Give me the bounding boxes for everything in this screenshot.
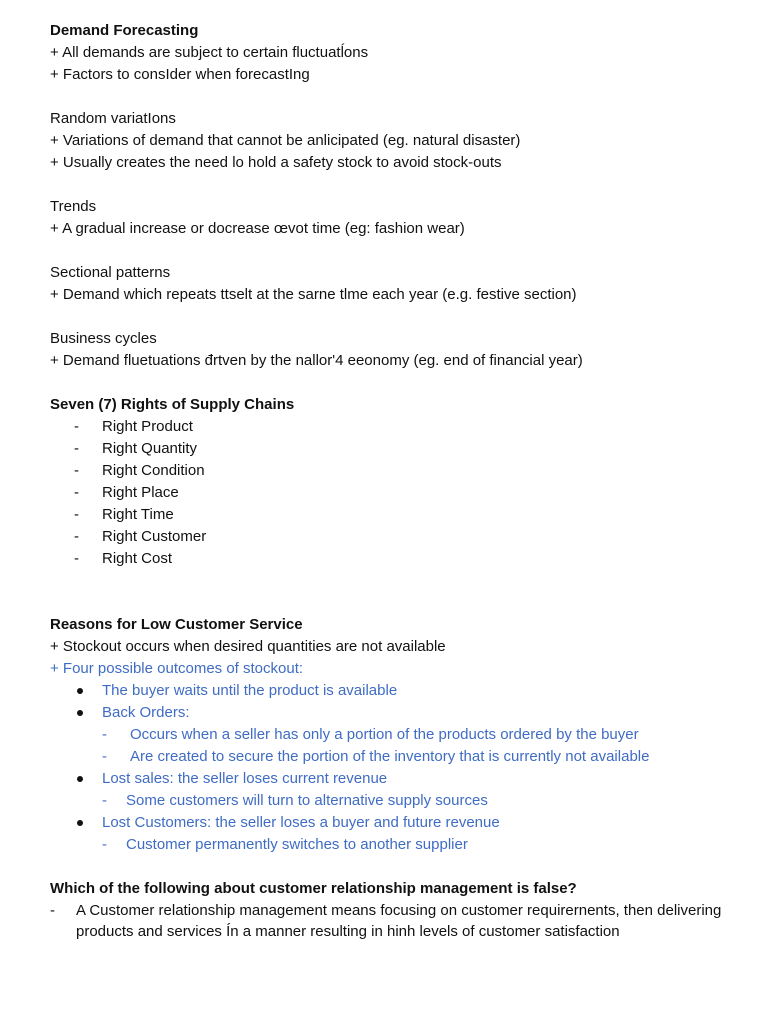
outcome-item: The buyer waits until the product is available [50, 680, 740, 702]
question-heading: Which of the following about customer relationship management is false? [50, 880, 577, 897]
business-line: + Demand fluetuations đrtven by the nallor'4 eeonomy (eg. end of financial year) [50, 352, 583, 369]
bullet-icon [77, 688, 83, 694]
reasons-heading: Reasons for Low Customer Service [50, 616, 303, 633]
rights-item: - Right Customer [50, 526, 740, 548]
sectional-line-1: + Demand which repeats ttselt at the sarne tlme each year (e.g. festive section) [50, 286, 577, 303]
dash-mark: - [102, 792, 107, 809]
dash-mark: - [102, 726, 107, 743]
outcome-item: Lost Customers: the seller loses a buyer and future revenue [50, 812, 740, 834]
dash-mark: - [74, 440, 79, 457]
dash-mark: - [74, 418, 79, 435]
bullet-icon [77, 776, 83, 782]
random-line-1: + Variations of demand that cannot be anlicipated (eg. natural disaster) [50, 132, 521, 149]
answer-text: A Customer relationship management means focusing on customer requirernents, then delivering products and services Ín a manner resulting in hinh levels of customer satisfaction [76, 902, 722, 940]
outcome-sub-item: - Some customers will turn to alternative supply sources [50, 790, 740, 812]
business-heading: Business cycles [50, 330, 157, 347]
reasons-line-2: + Four possible outcomes of stockout: [50, 660, 304, 677]
dash-mark: - [74, 462, 79, 479]
rights-item: - Right Cost [50, 548, 740, 570]
random-line-2: + Usually creates the need lo hold a safety stock to avoid stock-outs [50, 154, 502, 171]
dash-mark: - [102, 836, 107, 853]
rights-item: - Right Quantity [50, 438, 740, 460]
trends-line-1: + A gradual increase or docrease œvot time (eg: fashion wear) [50, 220, 465, 237]
bullet-icon [77, 820, 83, 826]
outcome-sub-item: - Customer permanently switches to another supplier [50, 834, 740, 856]
outcome-item: Lost sales: the seller loses current revenue [50, 768, 740, 790]
rights-item: - Right Product [50, 416, 740, 438]
rights-item: - Right Condition [50, 460, 740, 482]
dash-mark: - [74, 484, 79, 501]
demand-forecasting-heading: Demand Forecasting [50, 22, 199, 39]
rights-heading: Seven (7) Rights of Supply Chains [50, 396, 295, 413]
dash-mark: - [74, 550, 79, 567]
random-variations-heading: Random variatIons [50, 110, 176, 127]
dash-mark: - [50, 902, 55, 919]
trends-heading: Trends [50, 198, 97, 215]
demand-line-2: + Factors to consIder when forecastIng [50, 66, 310, 83]
outcome-item: Back Orders: [50, 702, 740, 724]
demand-line-1: + All demands are subject to certain fluctuatĺons [50, 44, 369, 61]
outcome-sub-item: - Occurs when a seller has only a portion of the products ordered by the buyer [50, 724, 740, 746]
rights-item: - Right Place [50, 482, 740, 504]
dash-mark: - [74, 506, 79, 523]
sectional-heading: Sectional patterns [50, 264, 171, 281]
rights-item: - Right Time [50, 504, 740, 526]
question-answer [50, 900, 756, 942]
bullet-icon [77, 710, 83, 716]
reasons-line-1: + Stockout occurs when desired quantities are not available [50, 638, 446, 655]
document-page [50, 20, 740, 942]
outcome-sub-item: - Are created to secure the portion of the inventory that is currently not available [50, 746, 740, 768]
dash-mark: - [74, 528, 79, 545]
dash-mark: - [102, 748, 107, 765]
